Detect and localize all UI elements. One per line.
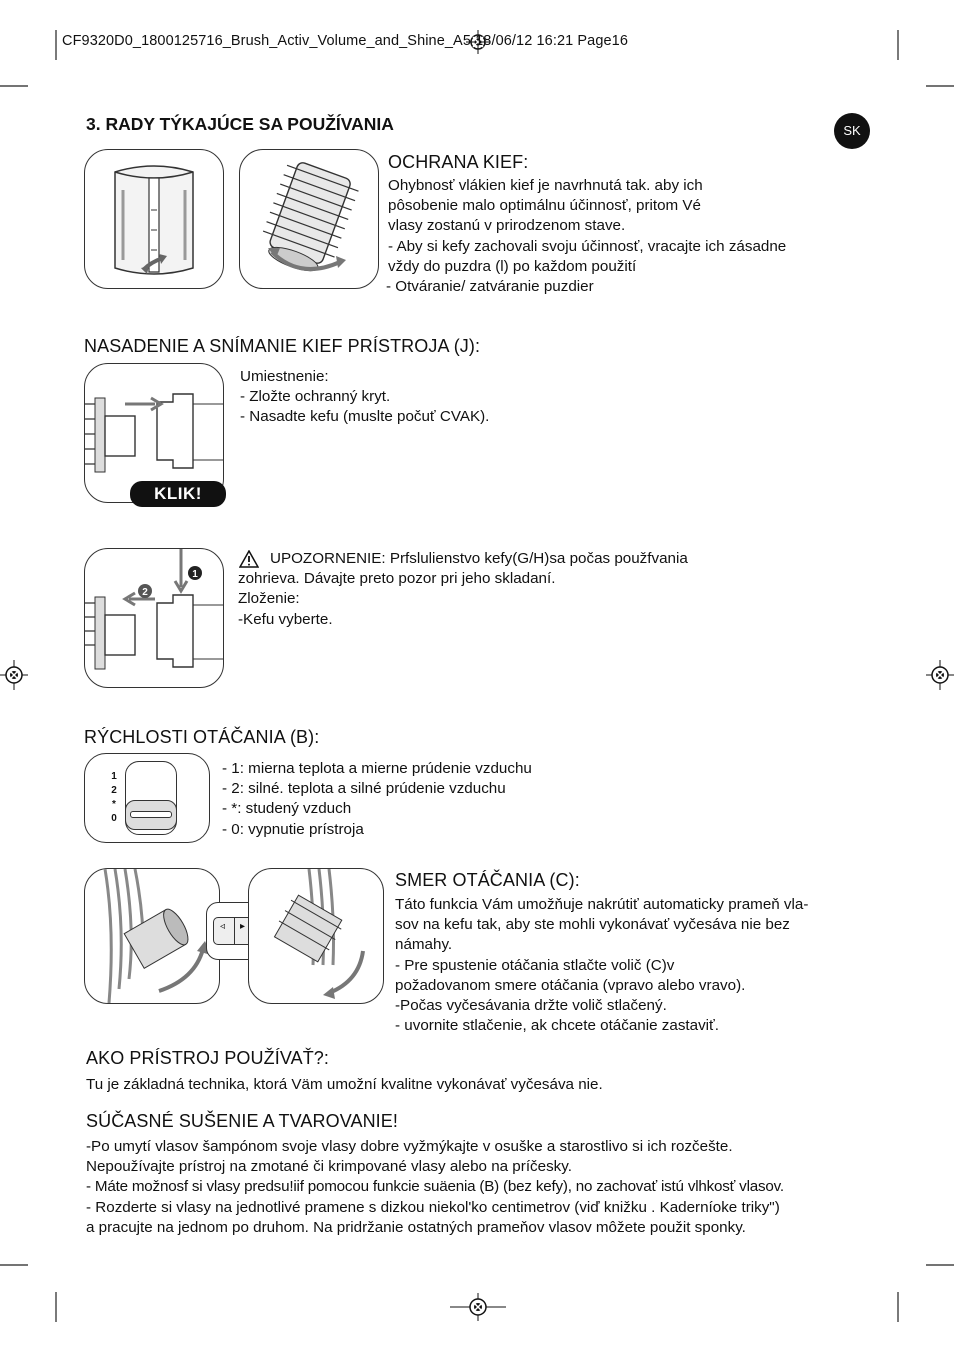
nasadenie-line: - Nasadte kefu (muslte počuť CVAK).: [240, 408, 490, 426]
smer-line: - uvornite stlačenie, ak chcete otáčanie zastaviť.: [395, 1017, 719, 1035]
upozornenie-line: Zloženie:: [238, 590, 300, 608]
smer-line: sov na kefu tak, aby ste mohli vykonávať vyčesáva nie bez: [395, 916, 790, 934]
speed-switch-illustration: [84, 753, 210, 843]
upozornenie-line: zohrieva. Dávajte preto pozor pri jeho skladaní.: [238, 570, 556, 588]
rotation-left-illustration: [84, 868, 220, 1004]
speed-label: 2: [111, 785, 117, 796]
speed-label: 1: [111, 771, 117, 782]
nasadenie-text: [240, 367, 489, 428]
print-slug: CF9320D0_1800125716_Brush_Activ_Volume_and_Shine_A5 18/06/12 16:21 Page16: [62, 33, 628, 49]
smer-line: -Počas vyčesávania držte volič stlačený.: [395, 996, 667, 1014]
ako-title: AKO PRÍSTROJ POUŽÍVAŤ?:: [86, 1048, 330, 1068]
language-badge: SK: [834, 113, 870, 149]
brush-illustration: [239, 149, 379, 289]
ochrana-line: pôsobenie malo optimálnu účinnosť, pritom Vé: [388, 197, 701, 215]
ochrana-line: Ohybnosť vlákien kief je navrhnutá tak. aby ich: [388, 177, 703, 194]
smer-line: námahy.: [395, 936, 453, 954]
rychlosti-title: RÝCHLOSTI OTÁČANIA (B):: [84, 727, 320, 747]
speed-label: *: [112, 799, 116, 810]
registration-mark-right: [926, 660, 954, 690]
sucasne-line: Nepoužívajte prístroj na zmotané či krimpované vlasy alebo na príčesky.: [86, 1158, 572, 1176]
rychlosti-text: [222, 759, 532, 840]
step-2-number: 2: [142, 587, 148, 598]
upozornenie-text: [238, 549, 688, 630]
speed-label: 0: [111, 813, 117, 824]
smer-title: SMER OTÁČANIA (C):: [395, 870, 580, 890]
smer-text: [395, 895, 808, 1036]
rychlosti-line: - 2: silné. teplota a silné prúdenie vzduchu: [222, 780, 506, 798]
ochrana-line: vždy do puzdra (l) po každom použití: [388, 257, 637, 275]
sucasne-title: SÚČASNÉ SUŠENIE A TVAROVANIE!: [86, 1111, 398, 1131]
upozornenie-line: UPOZORNENIE: Prfslulienstvo kefy(G/H)sa počas použfvania: [270, 550, 688, 567]
brush-case-illustration: [84, 149, 224, 289]
sucasne-text: [86, 1137, 784, 1238]
smer-line: Táto funkcia Vám umožňuje nakrútiť automaticky prameň vla-: [395, 896, 809, 913]
registration-mark-bottom: [450, 1293, 506, 1321]
rotate-right-icon: ▸: [240, 921, 246, 932]
rotate-left-icon: ◃: [220, 921, 226, 932]
sucasne-line: -Po umytí vlasov šampónom svoje vlasy dobre vyžmýkajte v osuške a starostlivo si ich rozčešte.: [86, 1138, 733, 1155]
nasadenie-title: NASADENIE A SNÍMANIE KIEF PRÍSTROJA (J):: [84, 336, 481, 356]
smer-line: požadovanom smere otáčania (vpravo alebo vravo).: [395, 976, 746, 994]
rychlosti-line: - 1: mierna teplota a mierne prúdenie vzduchu: [222, 760, 532, 777]
remove-brush-illustration: [84, 548, 224, 688]
rotation-right-illustration: [248, 868, 384, 1004]
rychlosti-line: - 0: vypnutie prístroja: [222, 820, 364, 838]
registration-mark-left: [0, 660, 28, 690]
nasadenie-line: Umiestnenie:: [240, 368, 329, 385]
ochrana-line: - Otváranie/ zatváranie puzdier: [386, 277, 594, 295]
section-title: 3. RADY TÝKAJÚCE SA POUŽÍVANIA: [86, 114, 394, 134]
sucasne-line: a pracujte na jednom po druhom. Na pridržanie ostatných prameňov vlasov môžete použit sponky.: [86, 1218, 746, 1236]
ako-text: Tu je základná technika, ktorá Väm umožní kvalitne vykonávať vyčesáva nie.: [86, 1076, 603, 1093]
ochrana-line: - Aby si kefy zachovali svoju účinnosť, vracajte ich zásadne: [388, 237, 787, 255]
ochrana-text: [388, 176, 786, 297]
sucasne-line: - Rozderte si vlasy na jednotlivé pramene s dizkou niekol'ko centimetrov (viď knižku . Kaderníoke triky"): [86, 1198, 780, 1216]
step-1-number: 1: [192, 569, 198, 580]
klik-label: KLIK!: [130, 481, 226, 507]
rychlosti-line: - *: studený vzduch: [222, 800, 352, 818]
ochrana-line: vlasy zostanú v prirodzenom stave.: [388, 217, 626, 235]
sucasne-line: - Máte možnosf si vlasy predsu!iif pomocou funkcie suäenia (B) (bez kefy), no zachovať istú vlhkosť vlasov.: [86, 1178, 784, 1196]
speed-labels: [109, 770, 119, 826]
ochrana-title: OCHRANA KIEF:: [388, 152, 529, 172]
smer-line: - Pre spustenie otáčania stlačte volič (C)v: [395, 956, 675, 974]
upozornenie-line: -Kefu vyberte.: [238, 610, 333, 628]
nasadenie-line: - Zložte ochranný kryt.: [240, 388, 391, 406]
